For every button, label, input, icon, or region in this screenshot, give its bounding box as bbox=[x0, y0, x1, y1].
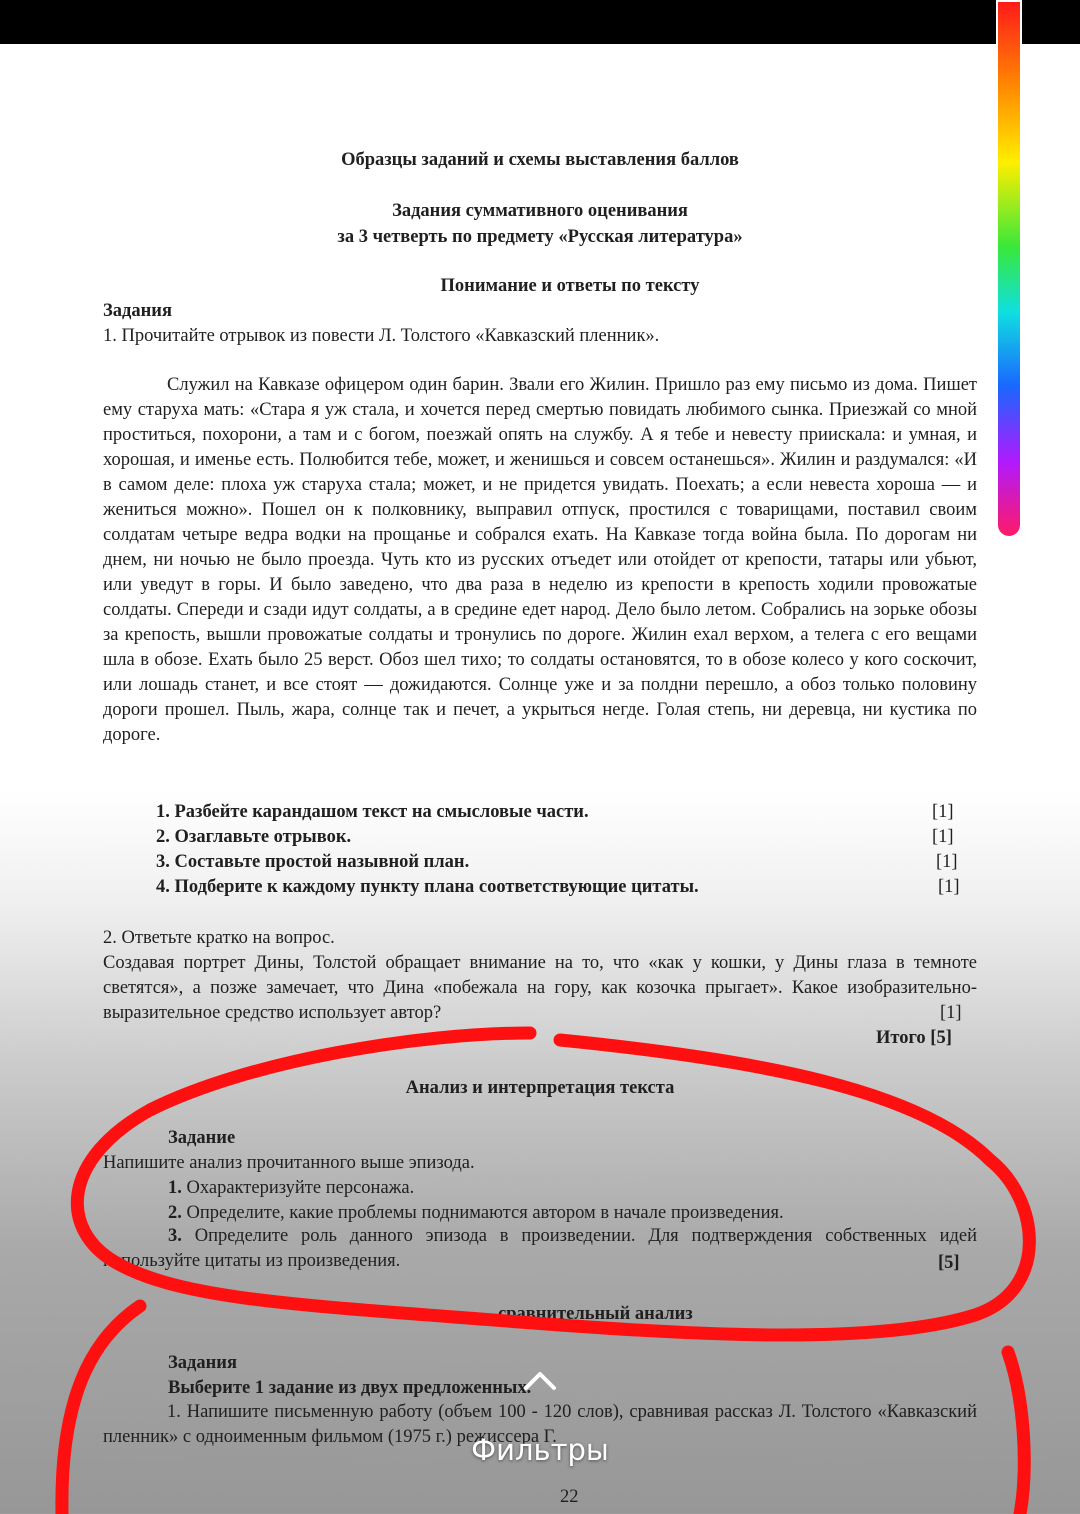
section3-title-fragment: сравнительный анализ bbox=[498, 1304, 693, 1324]
tasks-label-2: Задания bbox=[168, 1353, 237, 1373]
subtask-1-score: [1] bbox=[932, 802, 954, 822]
task1-intro: 1. Прочитайте отрывок из повести Л. Толстого «Кавказский пленник». bbox=[103, 326, 660, 346]
subtask-3-score: [1] bbox=[936, 852, 958, 872]
subtask-4: 4. Подберите к каждому пункту плана соответствующие цитаты. bbox=[156, 877, 699, 897]
analysis-score: [5] bbox=[938, 1253, 960, 1273]
total-score: Итого [5] bbox=[876, 1028, 952, 1048]
analysis-item-2-num: 2. bbox=[168, 1203, 182, 1223]
analysis-item-2-text: Определите, какие проблемы поднимаются автором в начале произведения. bbox=[186, 1203, 784, 1223]
essay-task: 1. Напишите письменную работу (объем 100 - 120 слов), сравнивая рассказ Л. Толстого «Кавказский пленник» с одноименным фильмом (1975 г.) режиссера Г. bbox=[103, 1402, 977, 1447]
analysis-item-1-num: 1. bbox=[168, 1178, 182, 1198]
analysis-item-2 bbox=[168, 1202, 784, 1224]
subtask-2: 2. Озаглавьте отрывок. bbox=[156, 827, 352, 847]
subtask-1: 1. Разбейте карандашом текст на смысловые части. bbox=[156, 802, 589, 822]
assessment-heading-line1: Задания суммативного оценивания bbox=[392, 201, 688, 221]
assessment-heading-line2: за 3 четверть по предмету «Русская литература» bbox=[337, 227, 743, 247]
analysis-item-3 bbox=[103, 1224, 977, 1274]
chevron-up-icon[interactable] bbox=[522, 1368, 558, 1392]
color-picker-slider[interactable] bbox=[996, 0, 1022, 538]
analysis-item-3-num: 3. bbox=[168, 1226, 182, 1246]
document-heading: Образцы заданий и схемы выставления баллов bbox=[341, 150, 739, 170]
filters-button[interactable]: Фильтры bbox=[471, 1433, 609, 1467]
task2-score: [1] bbox=[940, 1003, 962, 1023]
task-intro: Напишите анализ прочитанного выше эпизода. bbox=[103, 1153, 475, 1173]
subtask-3: 3. Составьте простой назывной план. bbox=[156, 852, 470, 872]
subtask-4-score: [1] bbox=[938, 877, 960, 897]
section1-title: Понимание и ответы по тексту bbox=[440, 276, 700, 296]
task2-text: Создавая портрет Дины, Толстой обращает внимание на то, что «как у кошки, у Дины глаза в темноте светятся», а позже замечает, что Дина «побежала на гору, как козочка прыгает». Какое изобразительно-выразительное средство использует автор? bbox=[103, 953, 977, 1023]
passage-text: Служил на Кавказе офицером один барин. Звали его Жилин. Пришло раз ему письмо из дома. Пишет ему старуха мать: «Стара я уж стала, и хочется перед смертью повидать любимого сынка. Приезжай со мной проститься, похорони, а там и с богом, поезжай опять на службу. А я тебе и невесту приискала: и умная, и хорошая, и именье есть. Полюбится тебе, может, и женишься и совсем останешься». Жилин и раздумался: «И в самом деле: плоха уж старуха стала; может, и не придется увидать. Поехать; а если невеста хороша — и жениться можно». Пошел он к полковнику, выправил отпуск, простился с товарищами, поставил своим солдатам четыре ведра водки на прощанье и собрался ехать. На Кавказе тогда война была. По дорогам ни днем, ни ночью не было проезда. Чуть кто из русских отъедет или отойдет от крепости, татары или убьют, или уведут в горы. И было заведено, что два раза в неделю из крепости в крепость ходили провожатые солдаты. Спереди и сзади идут солдаты, а в средине едет народ. Дело было летом. Собрались на зорьке обозы за крепость, вышли провожатые солдаты и тронулись по дороге. Жилин ехал верхом, а телега с его вещами шла в обозе. Ехать было 25 верст. Обоз шел тихо; то солдаты остановятся, то в обозе колесо у кого соскочит, или лошадь станет, и все стоят — дожидаются. Солнце уже и за полдни перешло, а обоз только половину дороги прошел. Пыль, жара, солнце так и печет, а укрыться негде. Голая степь, ни деревца, ни кустика по дороге. bbox=[103, 375, 977, 745]
section2-title: Анализ и интерпретация текста bbox=[405, 1078, 675, 1098]
choose-task: Выберите 1 задание из двух предложенных. bbox=[168, 1378, 532, 1398]
analysis-item-1 bbox=[168, 1177, 414, 1199]
task-label: Задание bbox=[168, 1128, 236, 1148]
task2-intro: 2. Ответьте кратко на вопрос. bbox=[103, 928, 335, 948]
subtask-2-score: [1] bbox=[932, 827, 954, 847]
tasks-label: Задания bbox=[103, 301, 172, 321]
analysis-item-3-text: Определите роль данного эпизода в произведении. Для подтверждения собственных идей используйте цитаты из произведения. bbox=[103, 1226, 977, 1271]
page-number: 22 bbox=[560, 1487, 579, 1507]
analysis-item-1-text: Охарактеризуйте персонажа. bbox=[186, 1178, 415, 1198]
